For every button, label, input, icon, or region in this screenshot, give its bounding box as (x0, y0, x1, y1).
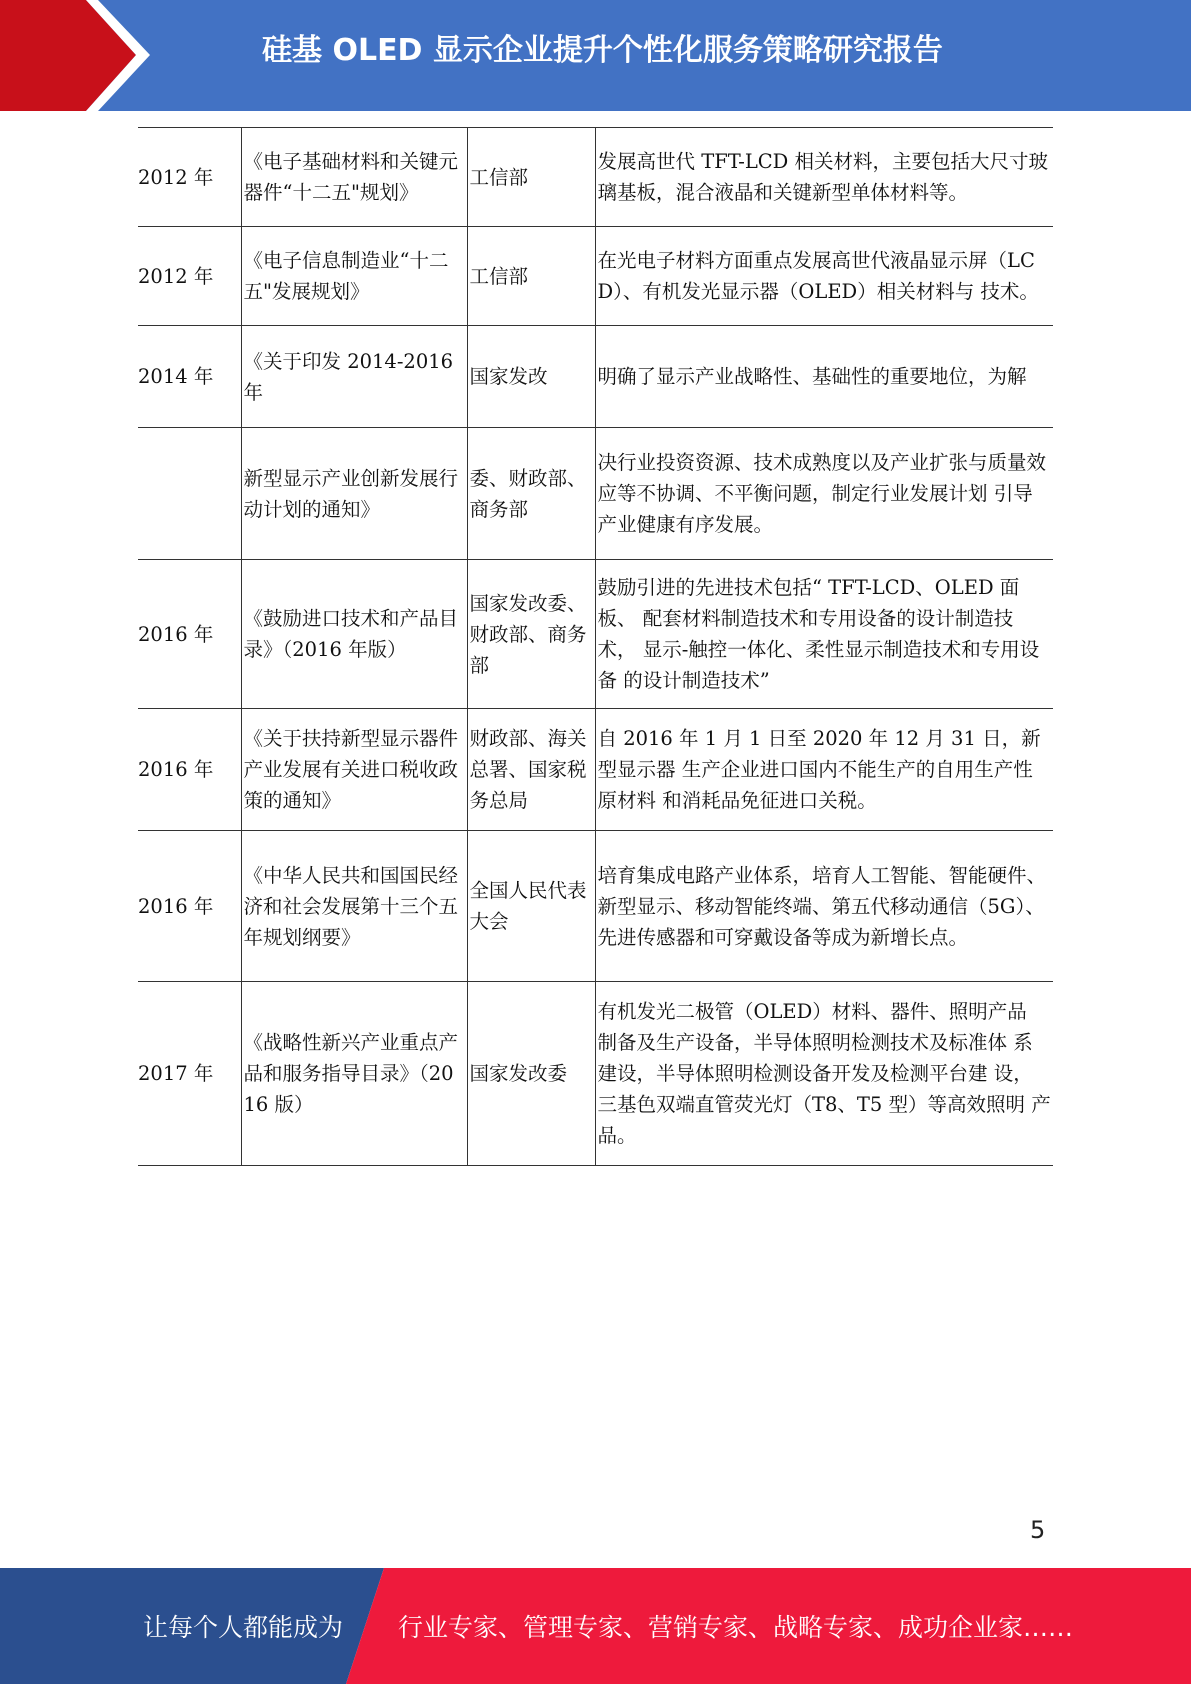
header-banner (0, 0, 1191, 111)
description-cell: 自 2016 年 1 月 1 日至 2020 年 12 月 31 日，新型显示器 生产企业进口国内不能生产的自用生产性原材料 和消耗品免征进口关税。 (595, 709, 1053, 831)
policy-name-cell: 《电子基础材料和关键元器件“十二五"规划》 (241, 128, 467, 227)
department-cell: 全国人民代表大会 (467, 831, 595, 982)
description-cell: 有机发光二极管（OLED）材料、器件、照明产品 制备及生产设备，半导体照明检测技术及标准体 系建设，半导体照明检测设备开发及检测平台建 设，三基色双端直管荧光灯（T8、T5 型）等高效照明 产品。 (595, 982, 1053, 1166)
policy-name-cell: 《中华人民共和国国民经济和社会发展第十三个五年规划纲要》 (241, 831, 467, 982)
page-number: 5 (1030, 1516, 1046, 1544)
department-cell: 工信部 (467, 128, 595, 227)
footer-slogan-left: 让每个人都能成为 (143, 1613, 344, 1642)
policy-name-cell: 《关于扶持新型显示器件产业发展有关进口税收政策的通知》 (241, 709, 467, 831)
year-cell: 2012 年 (138, 227, 241, 326)
table-row (138, 326, 1053, 428)
table-row (138, 227, 1053, 326)
table-row (138, 560, 1053, 709)
department-cell: 国家发改委 (467, 982, 595, 1166)
table-row (138, 428, 1053, 560)
chevron-arrow-icon (0, 0, 160, 111)
department-cell: 工信部 (467, 227, 595, 326)
description-cell: 鼓励引进的先进技术包括“ TFT-LCD、OLED 面板、 配套材料制造技术和专用设备的设计制造技术， 显示-触控一体化、柔性显示制造技术和专用设备 的设计制造技术” (595, 560, 1053, 709)
document-title: 硅基 OLED 显示企业提升个性化服务策略研究报告 (262, 33, 943, 68)
footer-slogan-right: 行业专家、管理专家、营销专家、战略专家、成功企业家…… (398, 1613, 1074, 1642)
policy-name-cell: 《战略性新兴产业重点产品和服务指导目录》（2016 版） (241, 982, 467, 1166)
department-cell: 国家发改委、财政部、商务部 (467, 560, 595, 709)
year-cell: 2017 年 (138, 982, 241, 1166)
table-row (138, 831, 1053, 982)
chevron-red-shape (0, 0, 136, 111)
policy-name-cell: 《鼓励进口技术和产品目录》（2016 年版） (241, 560, 467, 709)
policy-name-cell: 新型显示产业创新发展行动计划的通知》 (241, 428, 467, 560)
description-cell: 决行业投资资源、技术成熟度以及产业扩张与质量效应等不协调、不平衡问题，制定行业发展计划 引导产业健康有序发展。 (595, 428, 1053, 560)
year-cell: 2014 年 (138, 326, 241, 428)
year-cell: 2016 年 (138, 831, 241, 982)
year-cell: 2012 年 (138, 128, 241, 227)
description-cell: 明确了显示产业战略性、基础性的重要地位，为解 (595, 326, 1053, 428)
department-cell: 国家发改 (467, 326, 595, 428)
table-row (138, 128, 1053, 227)
policy-name-cell: 《电子信息制造业“十二五"发展规划》 (241, 227, 467, 326)
description-cell: 培育集成电路产业体系，培育人工智能、智能硬件、新型显示、移动智能终端、第五代移动通信（5G）、先进传感器和可穿戴设备等成为新增长点。 (595, 831, 1053, 982)
policy-table (138, 127, 1053, 1166)
year-cell: 2016 年 (138, 560, 241, 709)
table-row (138, 709, 1053, 831)
year-cell (138, 428, 241, 560)
policy-name-cell: 《关于印发 2014-2016 年 (241, 326, 467, 428)
footer-banner (0, 1568, 1191, 1684)
department-cell: 财政部、海关总署、国家税务总局 (467, 709, 595, 831)
description-cell: 发展高世代 TFT-LCD 相关材料，主要包括大尺寸玻璃基板，混合液晶和关键新型单体材料等。 (595, 128, 1053, 227)
year-cell: 2016 年 (138, 709, 241, 831)
table-row (138, 982, 1053, 1166)
department-cell: 委、财政部、商务部 (467, 428, 595, 560)
description-cell: 在光电子材料方面重点发展高世代液晶显示屏（LCD）、有机发光显示器（OLED）相关材料与 技术。 (595, 227, 1053, 326)
